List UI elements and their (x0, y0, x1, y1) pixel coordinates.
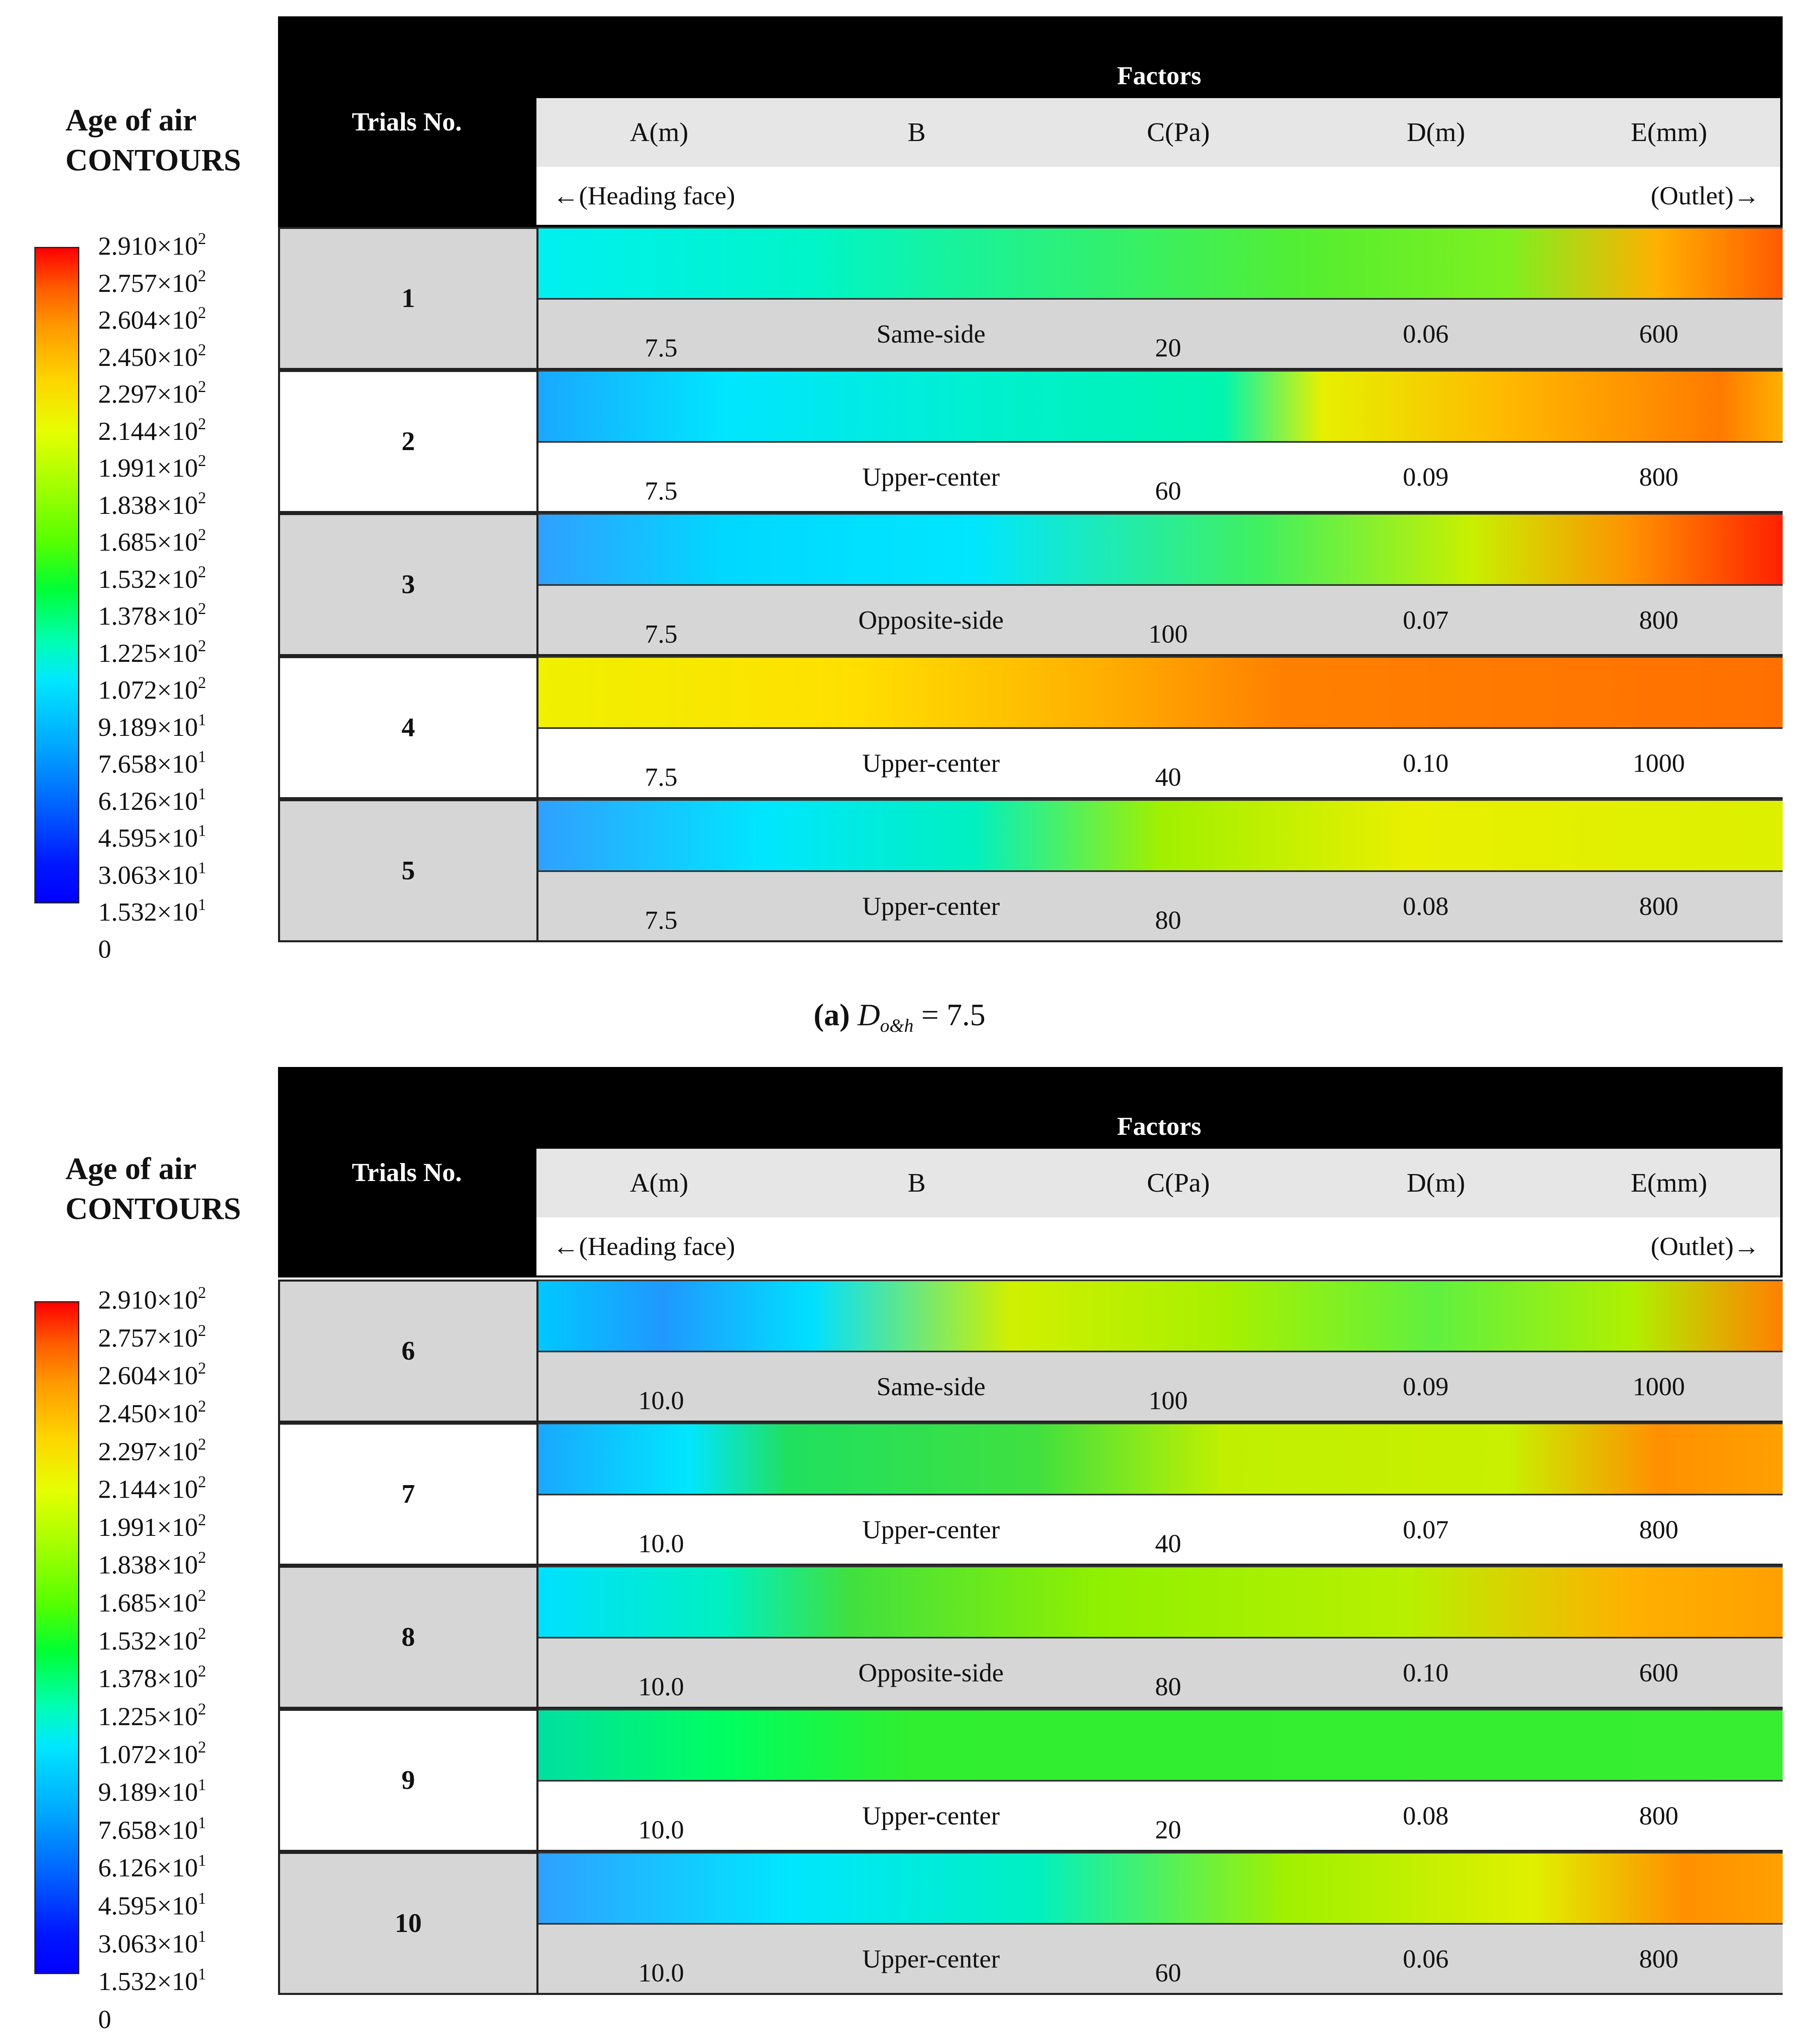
legend-tick-label: $2.757\times 10^2$ (98, 266, 206, 298)
age-of-air-contour (538, 227, 1783, 300)
factor-d: D(m) (1406, 117, 1465, 147)
tick-exponent: 2 (198, 1472, 206, 1491)
factor-value-e: 1000 (1633, 1372, 1685, 1401)
tick-exponent: 2 (198, 562, 206, 581)
factor-value-a: 10.0 (638, 1672, 684, 1701)
factor-value-b: Same-side (876, 1372, 986, 1401)
factor-value-a: 10.0 (638, 1958, 684, 1987)
factor-value-e: 1000 (1633, 748, 1685, 778)
trials-label: Trials No. (352, 1157, 462, 1187)
tick-mantissa: 3.063 (98, 1929, 157, 1958)
factor-values (538, 1352, 1783, 1423)
tick-exponent: 2 (198, 340, 206, 359)
factor-value-e: 800 (1639, 1944, 1678, 1973)
tick-exponent: 2 (198, 1662, 206, 1681)
tick-mantissa: 1.225 (98, 1701, 157, 1731)
trial-row (278, 1852, 1783, 1995)
factor-value-c: 20 (1155, 333, 1181, 362)
tick-mantissa: 2.297 (98, 379, 157, 409)
legend-tick-label: $1.532\times 10^1$ (98, 895, 206, 927)
factor-value-c: 60 (1155, 476, 1181, 505)
legend-tick-label: $1.991\times 10^2$ (98, 451, 206, 483)
legend-tick-label: $6.126\times 10^1$ (98, 784, 206, 816)
tick-exponent: 2 (198, 1737, 206, 1756)
legend-tick-label: $2.604\times 10^2$ (98, 1359, 206, 1390)
tick-exponent: 2 (198, 525, 206, 544)
legend-tick-label: $1.532\times 10^2$ (98, 562, 206, 594)
tick-exponent: 2 (198, 1321, 206, 1340)
tick-mantissa: 2.757 (98, 1323, 157, 1352)
tick-exponent: 2 (198, 266, 206, 285)
legend-tick-label: $2.450\times 10^2$ (98, 340, 206, 372)
legend-tick-label (98, 2006, 111, 2033)
trial-row (278, 513, 1783, 656)
tick-exponent: 2 (198, 377, 206, 396)
factor-names-row (536, 1149, 1780, 1217)
factor-values (538, 729, 1783, 799)
tick-exponent: 1 (198, 1775, 206, 1794)
tick-exponent: 2 (198, 1283, 206, 1302)
trial-row (278, 656, 1783, 799)
caption-value: = 7.5 (913, 998, 986, 1032)
factor-value-b: Upper-center (862, 1515, 1000, 1544)
tick-mantissa: 1.532 (98, 897, 157, 927)
legend-tick-label: $4.595\times 10^1$ (98, 1889, 206, 1921)
trial-row (278, 1280, 1783, 1423)
factor-value-c: 60 (1155, 1958, 1181, 1987)
tick-mantissa: 1.838 (98, 490, 157, 520)
factor-value-c: 40 (1155, 762, 1181, 791)
tick-mantissa: 0 (98, 935, 111, 964)
age-of-air-contour (538, 799, 1783, 872)
factor-a: A(m) (630, 117, 689, 147)
factor-value-a: 10.0 (638, 1529, 684, 1558)
legend-tick-label: $2.297\times 10^2$ (98, 1434, 206, 1466)
legend-tick-label: $1.378\times 10^2$ (98, 599, 206, 631)
trial-number: 7 (278, 1423, 538, 1566)
legend-tick-label: $7.658\times 10^1$ (98, 747, 206, 779)
tick-mantissa: 2.910 (98, 1285, 157, 1314)
legend-tick-label: $1.532\times 10^2$ (98, 1624, 206, 1655)
legend-tick-label: $2.297\times 10^2$ (98, 377, 206, 409)
trial-number: 3 (278, 513, 538, 656)
tick-mantissa: 2.910 (98, 231, 157, 260)
factor-value-b: Upper-center (862, 891, 1000, 921)
tick-mantissa: 1.685 (98, 527, 157, 557)
tick-mantissa: 4.595 (98, 1891, 157, 1921)
caption-sub: o&h (880, 1015, 914, 1036)
tick-exponent: 1 (198, 895, 206, 914)
trial-row (278, 1709, 1783, 1852)
factor-value-e: 800 (1639, 1515, 1678, 1544)
factor-value-c: 100 (1148, 619, 1188, 648)
trial-row (278, 1423, 1783, 1566)
factor-e: E(mm) (1631, 1168, 1707, 1198)
tick-mantissa: 7.658 (98, 1815, 157, 1845)
tick-exponent: 2 (198, 673, 206, 692)
factor-value-b: Opposite-side (858, 1658, 1004, 1687)
factor-value-e: 600 (1639, 319, 1678, 348)
factor-values (538, 300, 1783, 370)
factor-value-a: 7.5 (645, 762, 677, 791)
trial-number: 10 (278, 1852, 538, 1995)
tick-mantissa: 1.532 (98, 1626, 157, 1655)
age-of-air-contour (538, 1566, 1783, 1638)
tick-exponent: 2 (198, 488, 206, 507)
factor-values (538, 586, 1783, 656)
caption-var: D (857, 998, 880, 1032)
factor-b: B (907, 1168, 926, 1198)
factor-a: A(m) (630, 1168, 689, 1198)
colorbar (34, 1301, 79, 1974)
tick-exponent: 2 (198, 303, 206, 322)
legend-tick-label: $2.910\times 10^2$ (98, 229, 206, 260)
trial-number: 1 (278, 227, 538, 370)
factor-value-d: 0.06 (1403, 1944, 1449, 1973)
factor-value-a: 7.5 (645, 476, 677, 505)
tick-exponent: 1 (198, 858, 206, 877)
direction-row (536, 1217, 1780, 1275)
factor-names-row (536, 98, 1780, 167)
legend-tick-label: $2.144\times 10^2$ (98, 1472, 206, 1504)
table-header (278, 16, 1783, 227)
legend-tick-label: $2.450\times 10^2$ (98, 1396, 206, 1428)
caption-letter: (a) (813, 998, 850, 1032)
factor-value-b: Opposite-side (858, 605, 1004, 634)
tick-exponent: 2 (198, 1434, 206, 1453)
legend-tick-label: $1.838\times 10^2$ (98, 1548, 206, 1580)
factor-value-a: 7.5 (645, 905, 677, 935)
tick-exponent: 2 (198, 599, 206, 618)
legend-tick-label: $2.144\times 10^2$ (98, 414, 206, 446)
tick-mantissa: 2.757 (98, 268, 157, 298)
trial-number: 5 (278, 799, 538, 942)
trials-label: Trials No. (352, 107, 462, 136)
tick-exponent: 2 (198, 229, 206, 248)
factor-value-b: Upper-center (862, 1801, 1000, 1830)
tick-mantissa: 2.604 (98, 305, 157, 335)
legend-tick-label: $1.225\times 10^2$ (98, 636, 206, 668)
trial-row (278, 227, 1783, 370)
factor-value-d: 0.10 (1403, 1658, 1449, 1687)
factor-c: C(Pa) (1147, 1168, 1210, 1198)
legend-tick-label: $2.910\times 10^2$ (98, 1283, 206, 1314)
factor-value-d: 0.09 (1403, 462, 1449, 491)
direction-row (536, 167, 1780, 225)
legend-title (65, 1149, 241, 1229)
factor-value-c: 80 (1155, 1672, 1181, 1701)
legend-title-line1: Age of air (65, 1152, 197, 1186)
trial-row (278, 799, 1783, 942)
tick-exponent: 1 (198, 1889, 206, 1908)
tick-exponent: 1 (198, 1851, 206, 1870)
trial-row (278, 1566, 1783, 1709)
caption-a (0, 997, 1799, 1036)
legend-tick-label: $1.991\times 10^2$ (98, 1510, 206, 1542)
legend-tick-label: $1.378\times 10^2$ (98, 1662, 206, 1693)
factor-values (538, 1495, 1783, 1566)
trial-row (278, 370, 1783, 513)
tick-exponent: 1 (198, 1965, 206, 1983)
tick-mantissa: 1.685 (98, 1588, 157, 1618)
factor-value-d: 0.07 (1403, 1515, 1449, 1544)
factor-value-e: 800 (1639, 1801, 1678, 1830)
factor-value-d: 0.07 (1403, 605, 1449, 634)
factor-value-d: 0.06 (1403, 319, 1449, 348)
factor-value-a: 7.5 (645, 619, 677, 648)
legend-tick-label: $9.189\times 10^1$ (98, 1775, 206, 1807)
outlet-label: (Outlet)→ (1651, 1232, 1760, 1261)
legend-tick-label: $2.604\times 10^2$ (98, 303, 206, 335)
trial-number: 8 (278, 1566, 538, 1709)
legend-tick-label: $1.685\times 10^2$ (98, 525, 206, 557)
tick-mantissa: 9.189 (98, 712, 157, 742)
legend-tick-label: $1.532\times 10^1$ (98, 1965, 206, 1996)
factor-b: B (907, 117, 926, 147)
factor-value-c: 40 (1155, 1529, 1181, 1558)
tick-mantissa: 7.658 (98, 749, 157, 779)
tick-mantissa: 1.532 (98, 564, 157, 594)
tick-mantissa: 3.063 (98, 860, 157, 890)
legend-title-line2: CONTOURS (65, 1192, 241, 1226)
colorbar (34, 247, 79, 903)
factor-values (538, 872, 1783, 942)
factor-value-b: Upper-center (862, 748, 1000, 778)
tick-exponent: 2 (198, 1548, 206, 1567)
heading-face-label: ←(Heading face) (553, 1232, 735, 1261)
legend-tick-label: $3.063\times 10^1$ (98, 1927, 206, 1958)
tick-mantissa: 6.126 (98, 786, 157, 816)
factor-c: C(Pa) (1147, 117, 1210, 147)
tick-exponent: 1 (198, 710, 206, 729)
factor-value-b: Upper-center (862, 1944, 1000, 1973)
legend-tick-label: $9.189\times 10^1$ (98, 710, 206, 742)
factor-e: E(mm) (1631, 117, 1707, 147)
table-header (278, 1067, 1783, 1278)
age-of-air-contour (538, 370, 1783, 443)
factor-values (538, 1782, 1783, 1852)
tick-exponent: 2 (198, 1586, 206, 1605)
tick-mantissa: 4.595 (98, 823, 157, 853)
trial-number: 9 (278, 1709, 538, 1852)
legend-tick-label: $3.063\times 10^1$ (98, 858, 206, 890)
factor-value-e: 800 (1639, 891, 1678, 921)
factor-value-e: 800 (1639, 462, 1678, 491)
tick-exponent: 1 (198, 1927, 206, 1945)
legend-tick-label: $1.685\times 10^2$ (98, 1586, 206, 1618)
factors-label: Factors (1117, 1112, 1202, 1141)
trial-number: 6 (278, 1280, 538, 1423)
factor-value-a: 10.0 (638, 1815, 684, 1844)
legend-tick-label: $1.072\times 10^2$ (98, 673, 206, 705)
panel-b (0, 1063, 1799, 2044)
tick-mantissa: 1.072 (98, 1739, 157, 1769)
factor-value-d: 0.08 (1403, 891, 1449, 921)
factor-value-a: 10.0 (638, 1386, 684, 1415)
age-of-air-contour (538, 1423, 1783, 1495)
factor-values (538, 1925, 1783, 1995)
age-of-air-contour (538, 1709, 1783, 1782)
heading-face-label: ←(Heading face) (553, 181, 735, 210)
tick-exponent: 2 (198, 451, 206, 470)
trial-number: 4 (278, 656, 538, 799)
factor-value-c: 100 (1148, 1386, 1188, 1415)
legend-tick-label: $6.126\times 10^1$ (98, 1851, 206, 1883)
outlet-label: (Outlet)→ (1651, 181, 1760, 210)
factor-value-e: 800 (1639, 605, 1678, 634)
tick-exponent: 1 (198, 784, 206, 803)
legend-tick-label: $4.595\times 10^1$ (98, 821, 206, 853)
legend-tick-label: $2.757\times 10^2$ (98, 1321, 206, 1352)
tick-exponent: 2 (198, 1699, 206, 1718)
factor-values (538, 1638, 1783, 1709)
tick-mantissa: 1.225 (98, 638, 157, 668)
legend-title (65, 100, 241, 180)
tick-mantissa: 1.072 (98, 675, 157, 705)
age-of-air-contour (538, 1852, 1783, 1925)
legend-title-line1: Age of air (65, 103, 197, 137)
tick-exponent: 2 (198, 1359, 206, 1378)
legend-title-line2: CONTOURS (65, 143, 241, 177)
factor-value-b: Upper-center (862, 462, 1000, 491)
tick-mantissa: 0 (98, 2005, 111, 2034)
tick-exponent: 1 (198, 1813, 206, 1832)
tick-exponent: 2 (198, 636, 206, 655)
tick-exponent: 1 (198, 821, 206, 840)
tick-mantissa: 1.378 (98, 1664, 157, 1693)
factor-value-b: Same-side (876, 319, 986, 348)
factor-values (538, 443, 1783, 513)
age-of-air-contour (538, 513, 1783, 586)
legend-tick-label: $1.225\times 10^2$ (98, 1699, 206, 1731)
tick-mantissa: 1.991 (98, 453, 157, 483)
tick-mantissa: 2.144 (98, 416, 157, 446)
tick-mantissa: 2.297 (98, 1437, 157, 1466)
tick-mantissa: 1.378 (98, 601, 157, 631)
tick-exponent: 2 (198, 1624, 206, 1643)
tick-mantissa: 2.604 (98, 1361, 157, 1390)
factor-value-c: 20 (1155, 1815, 1181, 1844)
legend-tick-label (98, 936, 111, 962)
factor-value-d: 0.08 (1403, 1801, 1449, 1830)
factors-label: Factors (1117, 61, 1202, 90)
legend-tick-label: $1.072\times 10^2$ (98, 1737, 206, 1769)
factor-value-c: 80 (1155, 905, 1181, 935)
tick-mantissa: 2.450 (98, 1399, 157, 1428)
tick-mantissa: 1.532 (98, 1967, 157, 1996)
legend-tick-label: $1.838\times 10^2$ (98, 488, 206, 520)
tick-exponent: 2 (198, 1396, 206, 1415)
factor-d: D(m) (1406, 1168, 1465, 1198)
factor-value-a: 7.5 (645, 333, 677, 362)
legend-tick-label: $7.658\times 10^1$ (98, 1813, 206, 1845)
factor-value-d: 0.09 (1403, 1372, 1449, 1401)
factor-value-d: 0.10 (1403, 748, 1449, 778)
tick-mantissa: 1.838 (98, 1550, 157, 1580)
tick-exponent: 1 (198, 747, 206, 766)
tick-mantissa: 2.450 (98, 342, 157, 372)
tick-exponent: 2 (198, 414, 206, 433)
tick-exponent: 2 (198, 1510, 206, 1529)
trial-number: 2 (278, 370, 538, 513)
factor-value-e: 600 (1639, 1658, 1678, 1687)
tick-mantissa: 2.144 (98, 1475, 157, 1504)
age-of-air-contour (538, 1280, 1783, 1352)
tick-mantissa: 6.126 (98, 1853, 157, 1883)
tick-mantissa: 1.991 (98, 1512, 157, 1542)
tick-mantissa: 9.189 (98, 1777, 157, 1807)
age-of-air-contour (538, 656, 1783, 729)
